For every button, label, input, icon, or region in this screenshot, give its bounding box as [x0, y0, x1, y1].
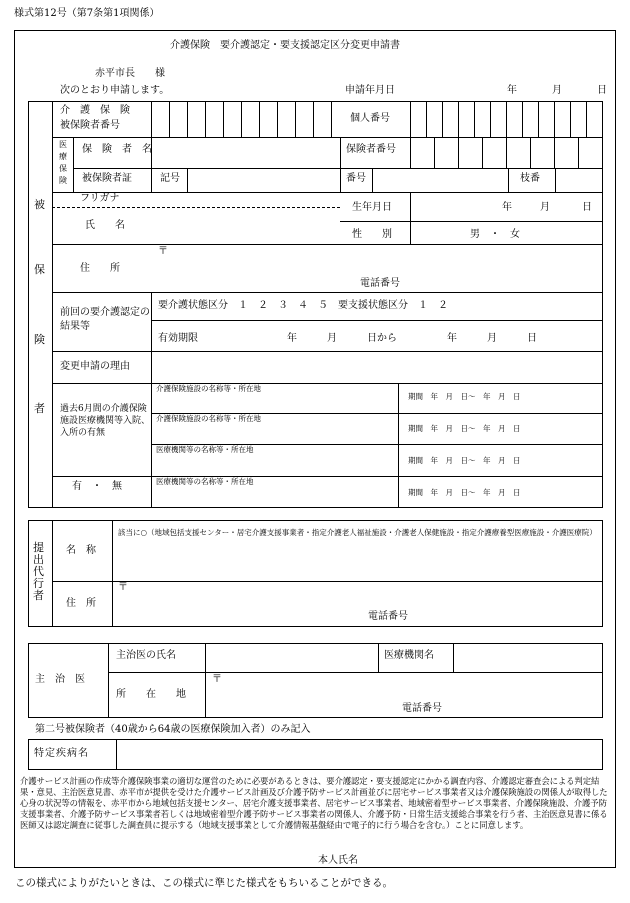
name-field[interactable]: [155, 212, 335, 240]
form-number: 様式第12号（第7条第1項関係）: [14, 8, 160, 19]
medical-insurance-label: 医 療 保 険: [59, 140, 67, 185]
name-label: 氏 名: [85, 220, 125, 231]
doctor-address-field[interactable]: [224, 676, 594, 698]
valid-period-label: 有効期限: [158, 333, 198, 344]
branch-label: 枝番: [520, 173, 540, 184]
application-month: 月: [552, 85, 562, 96]
number-field[interactable]: [375, 170, 505, 190]
insured-number-label-1: 介 護 保 険: [60, 105, 130, 116]
agent-name-label: 名 称: [66, 545, 96, 556]
application-date-label: 申請年月日: [345, 85, 395, 96]
birth-day: 日: [582, 202, 592, 213]
postal-mark: 〒: [158, 246, 168, 257]
disease-label: 特定疾病名: [34, 748, 89, 759]
branch-field[interactable]: [558, 170, 600, 190]
address-label: 住 所: [80, 263, 120, 274]
certificate-label: 被保険者証: [82, 173, 132, 184]
doctor-postal-mark: 〒: [212, 674, 222, 685]
symbol-label: 記号: [160, 173, 180, 184]
insurer-number-label: 保険者番号: [346, 144, 396, 155]
agent-type-note[interactable]: 該当に○（地域包括支援センター・居宅介護支援事業者・指定介護老人福祉施設・介護老人保健施設・指定介護療養型医療施設・介護医療院）: [118, 528, 597, 537]
furigana-field[interactable]: [155, 194, 335, 206]
birth-year: 年: [502, 202, 512, 213]
doctor-address-label: 所 在 地: [116, 689, 186, 700]
facility-row-4-period: 期間 年 月 日～ 年 月 日: [408, 488, 521, 497]
facility-row-3-period: 期間 年 月 日～ 年 月 日: [408, 456, 521, 465]
application-day: 日: [597, 85, 607, 96]
care-level-options[interactable]: 要介護状態区分 １ ２ ３ ４ ５ 要支援状態区分 １ ２: [158, 300, 448, 311]
agent-address-field[interactable]: [130, 585, 595, 607]
previous-result-label: 前回の要介護認定の結果等: [60, 307, 150, 332]
disease-field[interactable]: [120, 742, 598, 766]
facility-row-2-period: 期間 年 月 日～ 年 月 日: [408, 424, 521, 433]
insurer-name-label: 保 険 者 名: [82, 144, 152, 155]
signature-label: 本人氏名: [318, 855, 358, 866]
presence-options[interactable]: 有 ・ 無: [72, 481, 122, 492]
agent-address-label: 住 所: [66, 598, 96, 609]
facility-row-3-label: 医療機関等の名称等・所在地: [156, 445, 254, 454]
agent-side-label: 提 出 代 行 者: [33, 541, 44, 602]
address-field[interactable]: [170, 248, 590, 272]
valid-period-text: 年 月 日から 年 月 日: [287, 333, 537, 344]
facility-history-label: 過去6月間の介護保険施設医療機関等入院、入所の有無: [60, 404, 151, 439]
number-label: 番号: [346, 173, 366, 184]
doctor-phone-label: 電話番号: [402, 703, 442, 714]
facility-row-1-label: 介護保険施設の名称等・所在地: [156, 384, 261, 393]
agent-phone-label: 電話番号: [368, 611, 408, 622]
insured-side-char-2: 保: [34, 263, 45, 276]
intro-text: 次のとおり申請します。: [60, 85, 170, 96]
birth-month: 月: [540, 202, 550, 213]
birth-date-label: 生年月日: [352, 202, 392, 213]
doctor-name-field[interactable]: [208, 646, 373, 668]
sex-options[interactable]: 男 ・ 女: [470, 229, 520, 240]
institution-field[interactable]: [456, 646, 600, 668]
symbol-field[interactable]: [190, 170, 335, 190]
doctor-name-label: 主治医の氏名: [116, 650, 176, 661]
institution-label: 医療機関名: [384, 650, 434, 661]
facility-row-2-label: 介護保険施設の名称等・所在地: [156, 414, 261, 423]
footer-note: この様式によりがたいときは、この様式に準じた様式をもちいることができる。: [15, 877, 393, 889]
facility-row-4-label: 医療機関等の名称等・所在地: [156, 477, 254, 486]
change-reason-label: 変更申請の理由: [60, 361, 130, 372]
doctor-side-label: 主 治 医: [35, 674, 85, 685]
addressee: 赤平市長 様: [95, 68, 165, 79]
personal-number-label: 個人番号: [350, 113, 390, 124]
consent-text: 介護サービス計画の作成等介護保険事業の適切な運営のために必要があるときは、要介護認定・要支援認定にかかる調査内容、介護認定審査会による判定結果・意見、主治医意見書、赤平市が提供を受けた介護サービス計画及び介護予防サービス計画並びに居宅サービス事業者又は介護保険施設の関係人が取得した心身の状況等の情報を、赤平市から地域包括支援センター、居宅介護支援事業者、居宅サービス事業者、地域密着型サービス事業者、介護保険施設、介護予防支援事業者、介護予防サービス事業者若しくは地域密着型介護予防サービス事業者の関係人、介護予防・日常生活支援総合事業を行う者、主治医意見書に係る医師又は認定調査に従事した調査員に提示する（地域支援事業として介護情報基盤経由で電子的に行う場合を含む。）ことに同意します。: [20, 776, 608, 831]
insured-side-char-3: 険: [34, 333, 45, 346]
sex-label: 性 別: [352, 229, 392, 240]
change-reason-field[interactable]: [155, 354, 600, 380]
insured-side-char-4: 者: [34, 402, 45, 415]
insured-number-label-2: 被保険者番号: [60, 120, 120, 131]
insured-side-char-1: 被: [34, 198, 45, 211]
agent-postal-mark: 〒: [118, 582, 128, 593]
facility-row-1-period: 期間 年 月 日～ 年 月 日: [408, 392, 521, 401]
phone-label: 電話番号: [360, 278, 400, 289]
secondary-insured-note: 第二号被保険者（40歳から64歳の医療保険加入者）のみ記入: [35, 724, 311, 735]
furigana-label: フリガナ: [80, 193, 120, 204]
application-year: 年: [507, 85, 517, 96]
form-title: 介護保険 要介護認定・要支援認定区分変更申請書: [170, 40, 400, 51]
